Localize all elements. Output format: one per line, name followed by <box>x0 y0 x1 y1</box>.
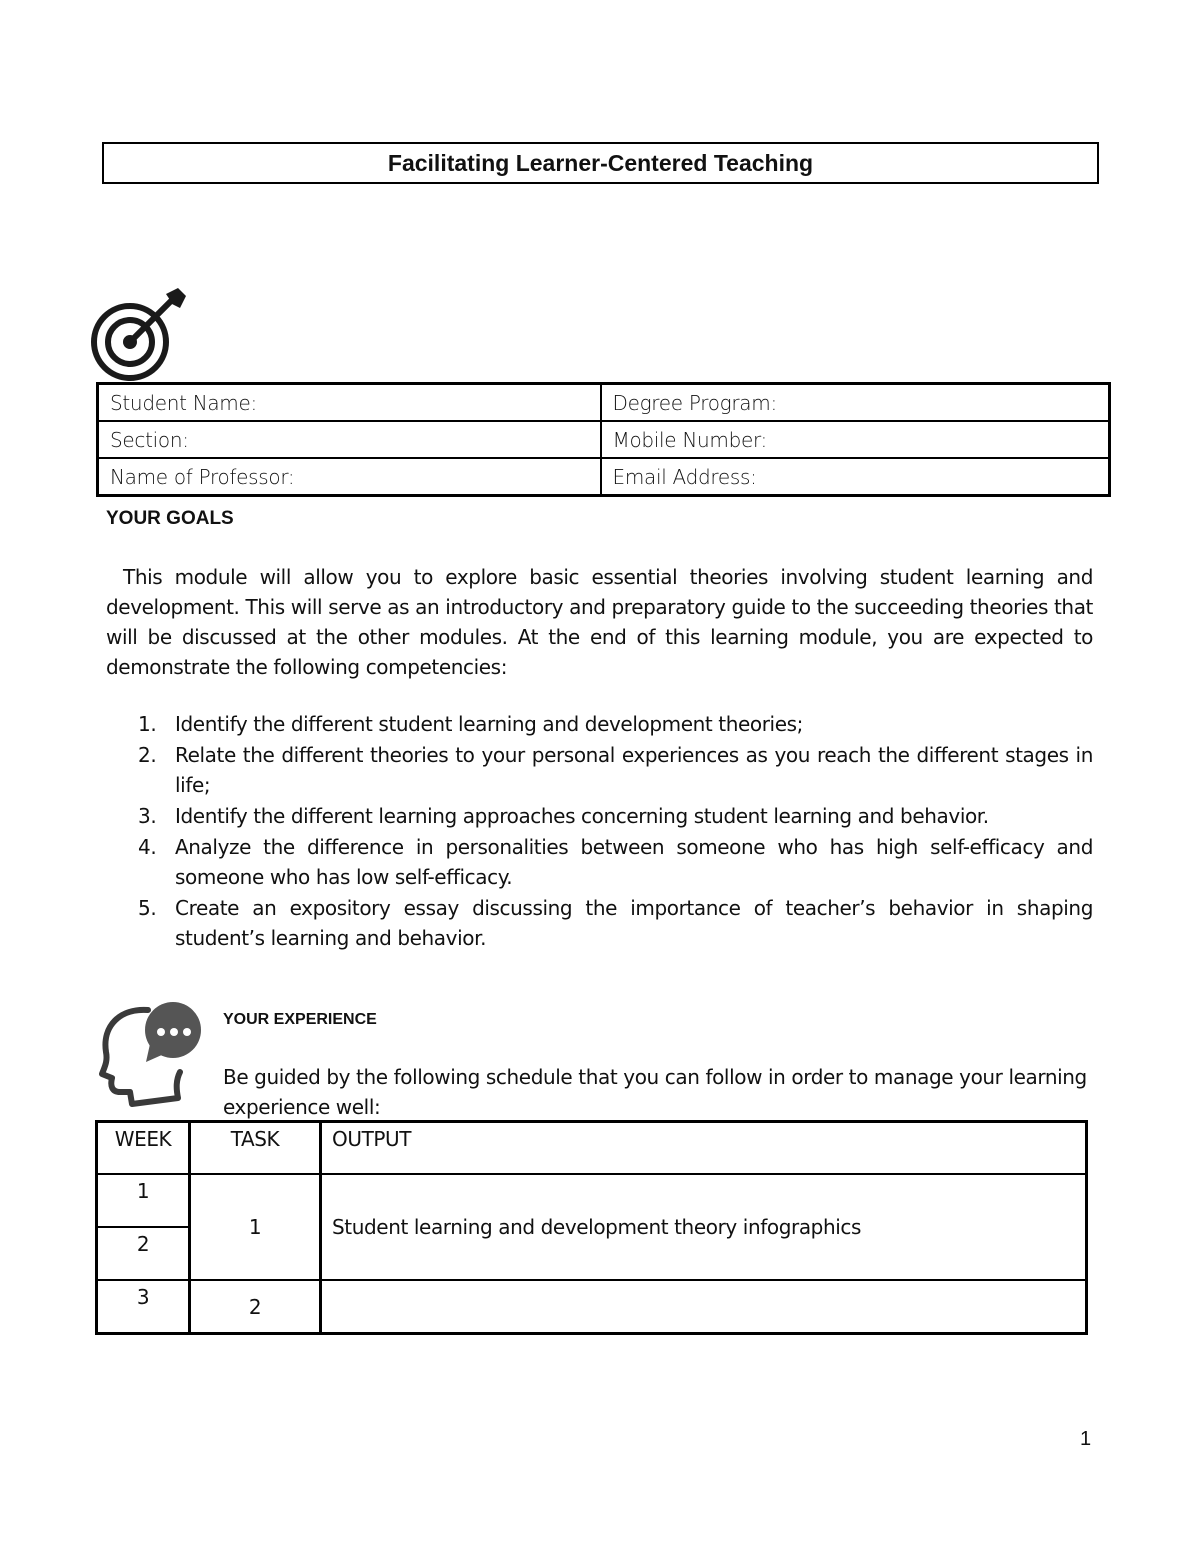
output-cell: Student learning and development theory infographics <box>321 1174 1087 1280</box>
schedule-table <box>95 1120 1088 1335</box>
week-cell: 2 <box>97 1227 190 1280</box>
list-item <box>106 801 1093 831</box>
task-cell: 1 <box>190 1174 321 1280</box>
task-header: TASK <box>190 1122 321 1175</box>
week-header: WEEK <box>97 1122 190 1175</box>
list-item <box>106 740 1093 800</box>
output-header: OUTPUT <box>321 1122 1087 1175</box>
list-number: 5. <box>138 896 157 920</box>
goals-heading: YOUR GOALS <box>106 508 234 529</box>
info-row <box>98 458 1110 496</box>
table-header-row <box>97 1122 1087 1175</box>
list-text: Identify the different learning approaches concerning student learning and behavior. <box>175 804 989 828</box>
document-title: Facilitating Learner-Centered Teaching <box>102 142 1099 184</box>
task-cell: 2 <box>190 1280 321 1334</box>
list-item <box>106 893 1093 953</box>
page-number: 1 <box>1080 1428 1092 1450</box>
info-row <box>98 384 1110 422</box>
info-row <box>98 421 1110 458</box>
email-address-field[interactable]: Email Address: <box>601 458 1110 496</box>
list-item <box>106 709 1093 739</box>
list-text: Identify the different student learning and development theories; <box>175 712 803 736</box>
list-number: 2. <box>138 743 157 767</box>
list-text: Create an expository essay discussing the importance of teacher’s behavior in shaping student’s learning and behavior. <box>175 896 1093 950</box>
list-number: 3. <box>138 804 157 828</box>
list-text: Relate the different theories to your personal experiences as you reach the different stages in life; <box>175 743 1093 797</box>
output-cell <box>321 1280 1087 1334</box>
student-info-table <box>96 382 1111 497</box>
experience-text: Be guided by the following schedule that you can follow in order to manage your learning experience well: <box>223 1065 1087 1119</box>
week-cell: 3 <box>97 1280 190 1334</box>
list-number: 4. <box>138 835 157 859</box>
table-row <box>97 1174 1087 1227</box>
list-item <box>106 832 1093 892</box>
section-field[interactable]: Section: <box>98 421 601 458</box>
student-name-field[interactable]: Student Name: <box>98 384 601 422</box>
target-arrow-icon <box>88 286 192 386</box>
week-cell: 1 <box>97 1174 190 1227</box>
competencies-list <box>106 709 1093 954</box>
goals-intro: This module will allow you to explore basic essential theories involving student learning and development. This will serve as an introductory and preparatory guide to the succeeding theories that will be discussed at the other modules. At the end of this learning module, you are expected to demonstrate the following competencies: <box>106 565 1093 679</box>
list-number: 1. <box>138 712 157 736</box>
experience-heading: YOUR EXPERIENCE <box>223 1011 377 1028</box>
mobile-number-field[interactable]: Mobile Number: <box>601 421 1110 458</box>
professor-name-field[interactable]: Name of Professor: <box>98 458 601 496</box>
head-speech-bubble-icon <box>96 1000 206 1112</box>
table-row <box>97 1280 1087 1334</box>
list-text: Analyze the difference in personalities between someone who has high self-efficacy and someone who has low self-efficacy. <box>175 835 1093 889</box>
degree-program-field[interactable]: Degree Program: <box>601 384 1110 422</box>
